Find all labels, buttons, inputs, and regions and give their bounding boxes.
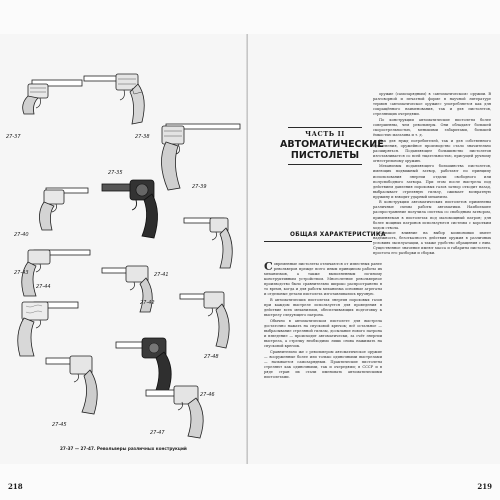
paragraph-text: овременные пистолеты отличаются от известных ранее револьверов прежде всего иным принципом работы их механизмов, а также выполненным по-иному конструктивным устройством. Многолетние револьверное производство было сравнительно широко распространено в то время, когда и для работы механизма основные агрегаты и отдельные детали пистолета изготавливались вручную. (264, 262, 382, 297)
figure-label: 27-38 (135, 134, 150, 140)
section-rule (264, 241, 372, 242)
section-heading: ОБЩАЯ ХАРАКТЕРИСТИКА (290, 232, 386, 238)
title-rule-top (288, 127, 362, 128)
figure-label: 27-39 (192, 184, 207, 190)
figure-label: 27-37 (6, 134, 21, 140)
text-column-right (373, 92, 491, 257)
page-number-left: 218 (8, 482, 23, 491)
right-page (248, 34, 500, 491)
revolver-illustration-27-45 (40, 352, 106, 418)
text-column-left (264, 262, 382, 380)
figure-label: 27-46 (200, 392, 215, 398)
figure-label: 27-40 (14, 232, 29, 238)
figure-label: 27-47 (150, 430, 165, 436)
figure-label: 27-48 (204, 354, 219, 360)
drop-cap: С (264, 260, 273, 273)
figure-label: 27-43 (14, 270, 29, 276)
revolver-illustration-27-41 (180, 214, 240, 272)
figure-label: 27-41 (154, 272, 169, 278)
paragraph: Обычно в автоматическом пистолете для выстрела достаточно нажать на спусковой крючок; всё остальное — выбрасывание стреляной гильзы, досылание нового патрона и взведение — происходит автоматически, за счёт энергии выстрела, а стрелку необходимо лишь снова нажимать на спусковой крючок. (264, 318, 382, 348)
title-rule-bottom (288, 164, 362, 165)
left-page (0, 34, 249, 491)
revolver-illustration-27-35 (96, 174, 170, 246)
paragraph: В автоматических пистолетах энергия пороховых газов при каждом выстреле используется для проведения в действие всех механизмов, обеспечивающих подготовку к выстрелу следующего патрона. (264, 297, 382, 318)
revolver-illustration-27-38 (80, 70, 160, 130)
figure-caption: 27-37 — 27-47. Револьверы различных конструкций (60, 446, 187, 451)
part-heading (280, 130, 384, 161)
figure-label: 27-35 (108, 170, 123, 176)
paragraph (264, 262, 382, 297)
page-number-right: 219 (477, 482, 492, 491)
figure-label: 27-42 (140, 300, 155, 306)
part-title-line-1: АВТОМАТИЧЕСКИЕ (280, 139, 384, 150)
paragraph: оружие (самозарядным) в «автоматическом» оружии. В разговорной и печатной форме в научной литературе термин «автоматическое оружие» употребляется как для сокращённого наименования, так и для пистолетов, стреляющих очередями. (373, 92, 491, 117)
revolver-illustration-27-37 (18, 74, 88, 116)
part-title-line-2: ПИСТОЛЕТЫ (290, 149, 360, 161)
paragraph: Большое влияние на выбор компоновки имеет надёжность, безотказность действия оружия в различных условиях эксплуатации, а также удобство обращения с ним. Существенное значение имеют масса и габариты пистолета, простота его разборки и сборки. (373, 231, 491, 256)
paragraph: Механизмы подавляющего большинства пистолетов, имеющих подвижный затвор, работают по принципу использования энергии отдачи свободного или полусвободного затвора. При этом после выстрела под действием давления пороховых газов затвор отходит назад, выбрасывает стреляную гильзу, сжимает возвратную пружину и взводит ударный механизм. (373, 164, 491, 199)
figure-label: 27-45 (52, 422, 67, 428)
revolver-illustration-27-48 (176, 288, 240, 352)
part-title (280, 139, 384, 161)
revolver-illustration-27-44 (12, 296, 82, 360)
paragraph: В конструкции автоматических пистолетов применены различные схемы работы автоматики. Наибольшее распространение получила система со свободным затвором, применяемая в пистолетах под маломощный патрон; для более мощных патронов используются системы с коротким ходом ствола. (373, 200, 491, 230)
part-label: ЧАСТЬ II (305, 130, 345, 138)
paragraph: Как для нужд потребителей, так и для собственного применения, оружейное производство стало значительно расширяться. Подавляющее большинство пистолетов изготавливается со всей тщательностью, присущей ручному огнестрельному оружию. (373, 138, 491, 163)
paragraph: По конструкции автоматические пистолеты более совершенны, чем револьверы. Они обладают большей скорострельностью, меньшими габаритами, большей ёмкостью магазина и т. д. (373, 117, 491, 137)
figure-label: 27-44 (36, 284, 51, 290)
revolver-illustration-27-40 (34, 184, 94, 234)
revolver-illustration-27-42 (96, 262, 166, 314)
paragraph: Сравнительно же с револьвером автоматическое оружие — вооруженные более или только одиночными выстрелами — называется самозарядным. Практические пистолеты стреляют как одиночными, так и очередями; в СССР и в ряде стран их стали именовать автоматическими пистолетами. (264, 349, 382, 379)
